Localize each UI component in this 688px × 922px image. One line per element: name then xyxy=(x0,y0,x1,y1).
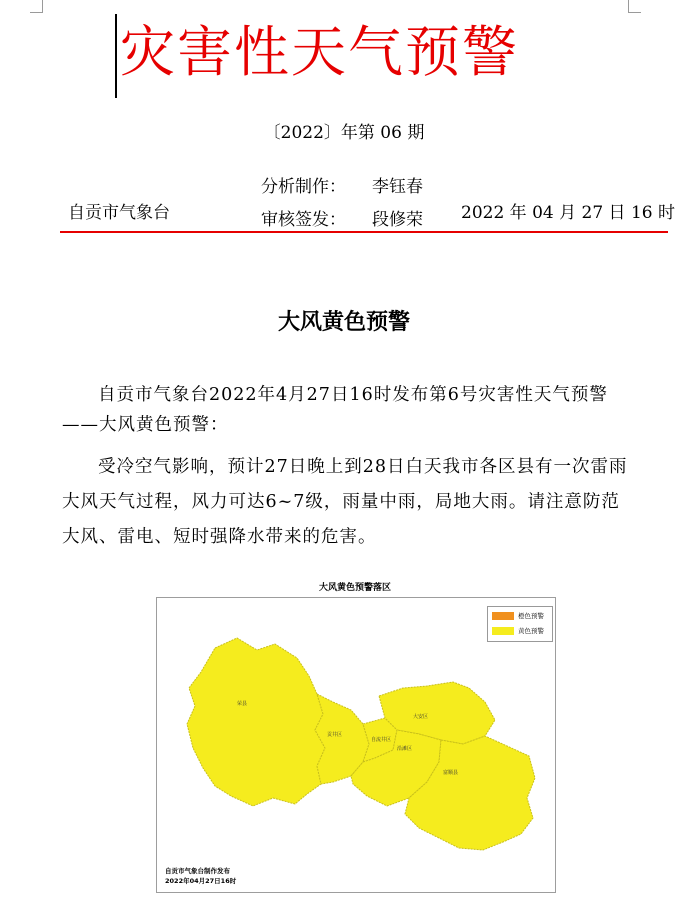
district-label: 荣县 xyxy=(237,701,248,707)
legend-item-orange xyxy=(492,610,552,622)
crop-mark-top-left xyxy=(30,0,43,13)
analysis-label: 分析制作： xyxy=(261,177,346,197)
agency-name: 自贡市气象台 xyxy=(68,203,170,223)
district-label: 贡井区 xyxy=(327,732,343,738)
warning-map-svg xyxy=(157,598,555,892)
district-label: 自流井区 xyxy=(371,737,392,743)
map-footer-line-1: 自贡市气象台制作发布 xyxy=(165,867,230,875)
paragraph-1: 自贡市气象台2022年4月27日16时发布第6号灾害性天气预警——大风黄色预警： xyxy=(62,385,608,435)
issue-datetime: 2022 年 04 月 27 日 16 时 xyxy=(461,203,675,223)
legend-item-yellow xyxy=(492,625,552,637)
masthead-title: 灾害性天气预警 xyxy=(120,20,520,84)
review-label: 审核签发： xyxy=(261,210,346,230)
header-divider xyxy=(60,231,668,233)
district-label: 沿滩区 xyxy=(397,746,413,752)
warning-title: 大风黄色预警 xyxy=(277,310,410,335)
legend-swatch-orange xyxy=(492,612,514,620)
map-regions xyxy=(187,638,535,850)
legend-swatch-yellow xyxy=(492,627,514,635)
text-cursor xyxy=(115,14,117,98)
paragraph-2: 受冷空气影响，预计27日晚上到28日白天我市各区县有一次雷雨大风天气过程，风力可达6~7级，雨量中雨，局地大雨。请注意防范大风、雷电、短时强降水带来的危害。 xyxy=(62,457,628,547)
map-footer-line-2: 2022年04月27日16时 xyxy=(165,877,237,885)
district-label: 富顺县 xyxy=(443,770,459,776)
review-name: 段修荣 xyxy=(372,210,423,230)
district-label: 大安区 xyxy=(413,714,429,720)
legend-label-orange: 橙色预警 xyxy=(518,612,544,620)
issue-number: 〔2022〕年第 06 期 xyxy=(263,123,425,143)
warning-map xyxy=(156,597,556,893)
district-region xyxy=(187,638,325,806)
crop-mark-top-right xyxy=(628,0,641,13)
map-legend xyxy=(487,606,553,642)
analysis-name: 李钰春 xyxy=(372,177,423,197)
legend-label-yellow: 黄色预警 xyxy=(518,627,544,635)
figure-title: 大风黄色预警落区 xyxy=(318,582,391,592)
